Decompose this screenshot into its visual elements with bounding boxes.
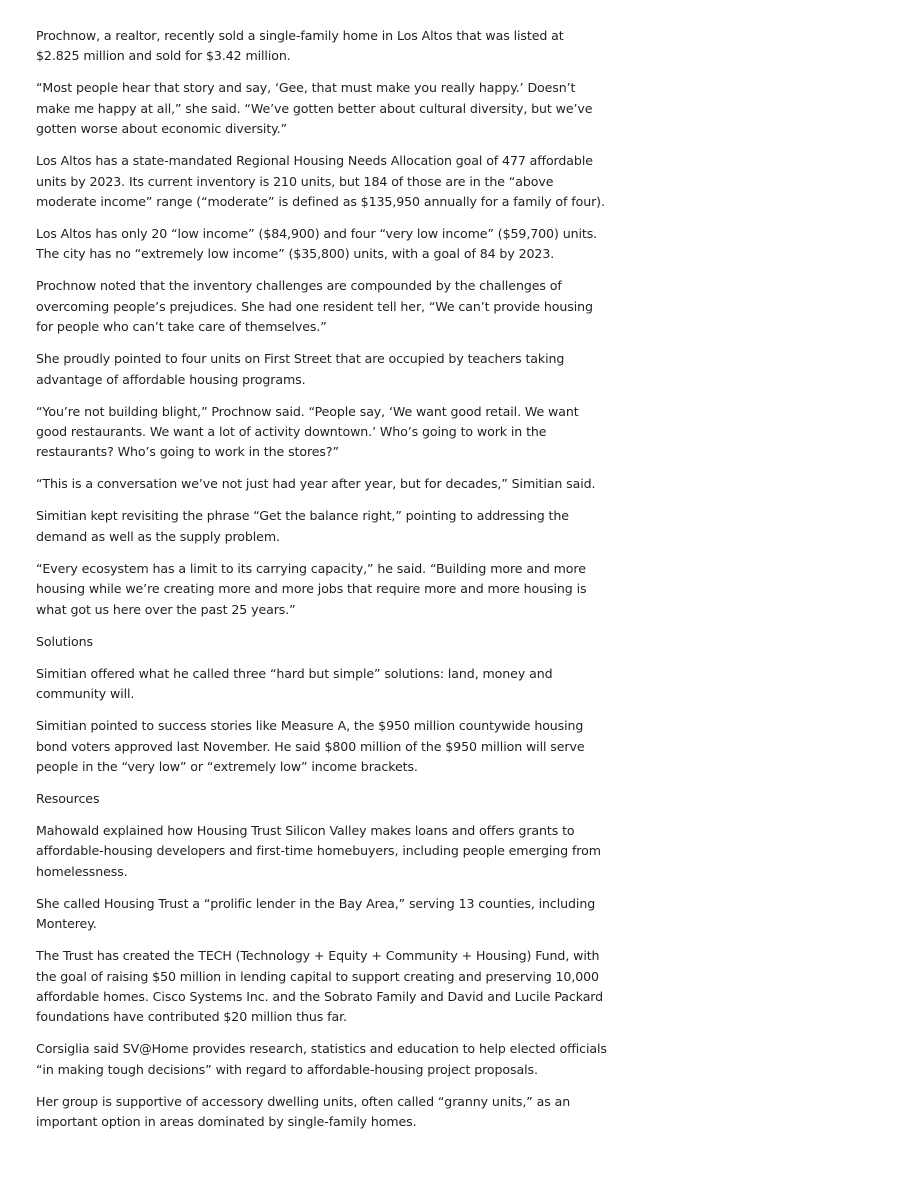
paragraph: Los Altos has a state-mandated Regional Housing Needs Allocation goal of 477 affordable units by 2023. Its current inventory is 210 units, but 184 of those are in the “above moderate income” range (“moderate” is defined as $135,950 annually for a family of four). — [36, 153, 605, 210]
paragraph: The Trust has created the TECH (Technology + Equity + Community + Housing) Fund, with the goal of raising $50 million in lending capital to support creating and preserving 10,000 affordable homes. Cisco Systems Inc. and the Sobrato Family and David and Lucile Packard foundations have contributed $20 million thus far. — [36, 948, 604, 1025]
paragraph: She called Housing Trust a “prolific lender in the Bay Area,” serving 13 counties, including Monterey. — [36, 895, 596, 932]
paragraph: Simitian offered what he called three “hard but simple” solutions: land, money and community will. — [36, 665, 553, 702]
paragraph: Simitian kept revisiting the phrase “Get the balance right,” pointing to addressing the demand as well as the supply problem. — [36, 508, 569, 544]
paragraph: She proudly pointed to four units on First Street that are occupied by teachers taking advantage of affordable housing programs. — [36, 351, 565, 387]
paragraph: Her group is supportive of accessory dwelling units, often called “granny units,” as an important option in areas dominated by single-family homes. — [36, 1093, 571, 1130]
paragraph: “You’re not building blight,” Prochnow said. “People say, ‘We want good retail. We want good restaurants. We want a lot of activity downtown.’ Who’s going to work in the restaurants? Who’s going to work in the stores?” — [36, 403, 579, 460]
paragraph: “Every ecosystem has a limit to its carrying capacity,” he said. “Building more and more housing while we’re creating more and more jobs that require more and more housing is what got us here over the past 25 years.” — [36, 560, 587, 617]
paragraph: Mahowald explained how Housing Trust Silicon Valley makes loans and offers grants to affordable-housing developers and first-time homebuyers, including people emerging from homelessness. — [36, 822, 601, 879]
paragraph: “Most people hear that story and say, ‘Gee, that must make you really happy.’ Doesn’t make me happy at all,” she said. “We’ve gotten better about cultural diversity, but we’ve gotten worse about economic diversity.” — [36, 80, 593, 137]
paragraph: Corsiglia said SV@Home provides research, statistics and education to help elected officials “in making tough decisions” with regard to affordable-housing project proposals. — [36, 1041, 607, 1077]
section-heading-resources: Resources — [36, 790, 100, 806]
paragraph: “This is a conversation we’ve not just had year after year, but for decades,” Simitian said. — [36, 476, 596, 492]
paragraph: Los Altos has only 20 “low income” ($84,900) and four “very low income” ($59,700) units. The city has no “extremely low income” ($35,800) units, with a goal of 84 by 2023. — [36, 226, 598, 262]
paragraph: Prochnow, a realtor, recently sold a single-family home in Los Altos that was listed at $2.825 million and sold for $3.42 million. — [36, 28, 564, 64]
article-body — [36, 26, 608, 1144]
section-heading-solutions: Solutions — [36, 633, 93, 649]
paragraph: Prochnow noted that the inventory challenges are compounded by the challenges of overcoming people’s prejudices. She had one resident tell her, “We can’t provide housing for people who can’t take care of themselves.” — [36, 278, 593, 335]
paragraph: Simitian pointed to success stories like Measure A, the $950 million countywide housing bond voters approved last November. He said $800 million of the $950 million will serve people in the “very low” or “extremely low” income brackets. — [36, 718, 585, 774]
